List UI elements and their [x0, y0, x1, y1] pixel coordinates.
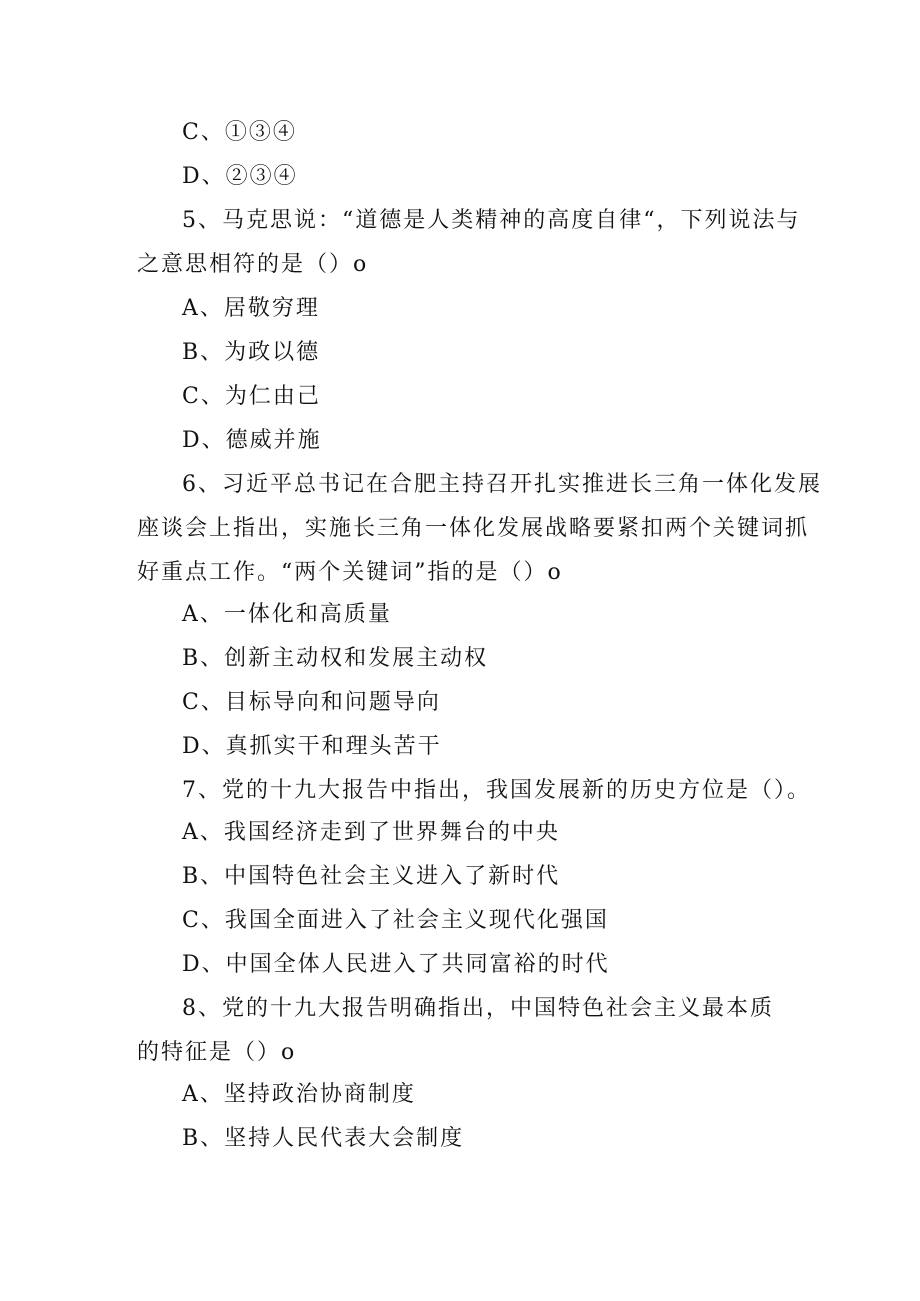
q5-option-c: C、为仁由己: [182, 384, 321, 409]
q6-stem-line-1: 6、习近平总书记在合肥主持召开扎实推进长三角一体化发展: [182, 472, 822, 497]
q5-option-a: A、居敬穷理: [182, 296, 320, 321]
q6-option-a: A、一体化和高质量: [182, 602, 392, 627]
q4-option-c: C、①③④: [182, 120, 297, 145]
q7-option-d: D、中国全体人民进入了共同富裕的时代: [182, 952, 610, 977]
q5-option-d: D、德威并施: [182, 428, 322, 453]
q7-option-a: A、我国经济走到了世界舞台的中央: [182, 820, 560, 845]
q4-option-d: D、②③④: [182, 164, 298, 189]
q7-option-b: B、中国特色社会主义进入了新时代: [182, 864, 561, 889]
q7-stem: 7、党的十九大报告中指出，我国发展新的历史方位是（）。: [182, 778, 811, 803]
q5-stem-line-2: 之意思相符的是（）o: [137, 252, 369, 277]
q6-option-d: D、真抓实干和理头苦干: [182, 734, 442, 759]
q6-option-c: C、目标导向和问题导向: [182, 690, 441, 715]
q8-option-a: A、坚持政治协商制度: [182, 1082, 416, 1107]
q5-stem-line-1: 5、马克思说：“道德是人类精神的高度自律“，下列说法与: [182, 208, 801, 233]
q8-stem-line-1: 8、党的十九大报告明确指出，中国特色社会主义最本质: [182, 996, 774, 1021]
q5-option-b: B、为政以德: [182, 340, 321, 365]
q6-stem-line-2: 座谈会上指出，实施长三角一体化发展战略要紧扣两个关键词抓: [137, 516, 810, 541]
q6-option-b: B、创新主动权和发展主动权: [182, 646, 489, 671]
q6-stem-line-3: 好重点工作。“两个关键词”指的是（）o: [137, 560, 563, 585]
q8-stem-line-2: 的特征是（）o: [137, 1040, 297, 1065]
q8-option-b: B、坚持人民代表大会制度: [182, 1126, 465, 1151]
q7-option-c: C、我国全面进入了社会主义现代化强国: [182, 908, 609, 933]
